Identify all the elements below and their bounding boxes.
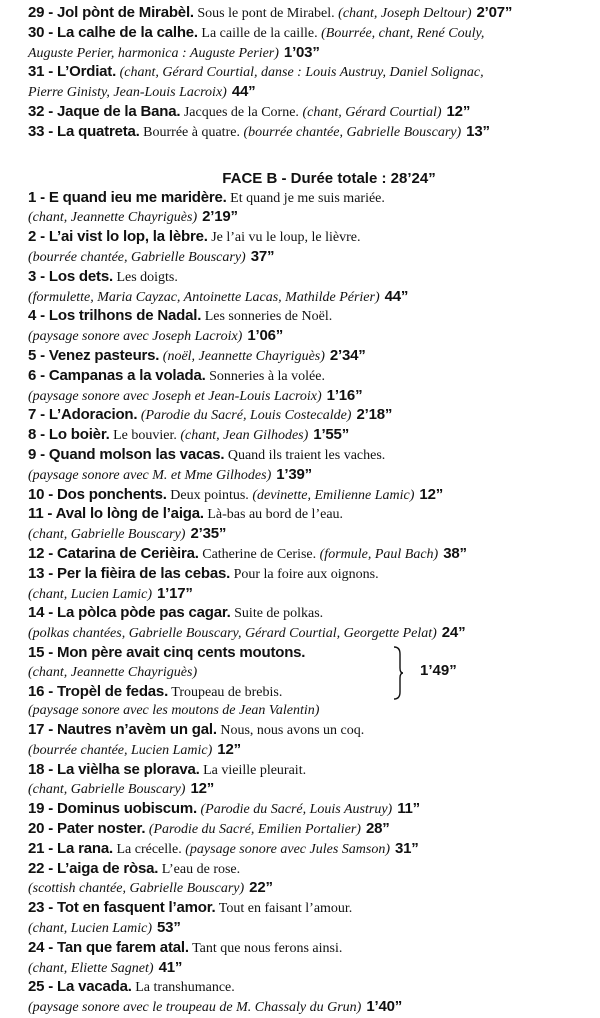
track-title: L’Ordiat.: [57, 63, 117, 81]
track-credit: (paysage sonore avec Jules Samson): [185, 841, 391, 857]
track-number: 31: [28, 63, 45, 81]
track-entry: 14 - La pòlca pòde pas cagar. Suite de polkas. (polkas chantées, Gabrielle Bouscary, Gérard Courtial, Georgette Pelat) 24”: [28, 604, 466, 642]
track-title: La quatreta.: [57, 122, 140, 140]
track-duration: 12”: [446, 102, 471, 120]
track-credit: (paysage sonore avec Joseph Lacroix): [28, 329, 243, 345]
track-title: Los dets.: [48, 267, 113, 285]
track-number: 3: [28, 267, 37, 285]
track-title: La vièlha se plorava.: [57, 760, 200, 778]
track-credit: (chant, Jean Gilhodes): [180, 428, 309, 444]
track-entry: 21 - La rana. La crécelle. (paysage sonore avec Jules Samson) 31”: [28, 839, 419, 857]
track-credit: (chant, Lucien Lamic): [28, 921, 153, 937]
track-duration: 28”: [365, 820, 390, 838]
track-number: 23: [28, 899, 45, 917]
track-translation: Nous, nous avons un coq.: [220, 723, 365, 739]
track-duration: 2’19”: [202, 208, 238, 226]
track-translation: Catherine de Cerise.: [202, 546, 317, 562]
track-title: Dos ponchents.: [57, 485, 167, 503]
track-translation: Là-bas au bord de l’eau.: [207, 507, 344, 523]
track-entry: 20 - Pater noster. (Parodie du Sacré, Emilien Portalier) 28”: [28, 820, 390, 838]
track-entry: 6 - Campanas a la volada. Sonneries à la volée. (paysage sonore avec Joseph et Jean-Louis Lacroix) 1’16”: [28, 366, 363, 404]
track-duration: 2’18”: [356, 406, 393, 424]
face-b-list-continued: [28, 721, 590, 1018]
track-title: L’aiga de ròsa.: [57, 859, 159, 877]
track-number: 9: [28, 445, 37, 463]
track-credit: (chant, Gérard Courtial): [302, 104, 442, 120]
track-title: Los trilhons de Nadal.: [48, 307, 202, 325]
face-a-tail: [28, 4, 590, 143]
face-b-heading: FACE B - Durée totale : 28’24”: [222, 169, 436, 187]
track-credit: (paysage sonore avec les moutons de Jean Valentin): [28, 703, 320, 719]
track-entry: 5 - Venez pasteurs. (noël, Jeannette Chayriguès) 2’34”: [28, 346, 366, 364]
track-credit: (Parodie du Sacré, Louis Costecalde): [140, 408, 352, 424]
track-duration: 53”: [157, 919, 181, 937]
track-entry: 12 - Catarina de Cerièira. Catherine de Cerise. (formule, Paul Bach) 38”: [28, 544, 467, 562]
track-credit: (chant, Lucien Lamic): [28, 586, 153, 602]
track-duration: 38”: [443, 544, 467, 562]
track-title: La calhe de la calhe.: [57, 23, 198, 41]
track-translation: Les sonneries de Noël.: [204, 309, 333, 325]
track-credit-continued: Auguste Perier, harmonica : Auguste Perier): [28, 45, 279, 61]
track-duration: 11”: [397, 800, 420, 818]
track-translation: Sonneries à la volée.: [209, 368, 325, 384]
track-title: E quand ieu me maridère.: [48, 188, 227, 206]
track-number: 22: [28, 859, 45, 877]
track-number: 32: [28, 102, 45, 120]
track-entry: 9 - Quand molson las vacas. Quand ils traient les vaches. (paysage sonore avec M. et Mme Gilhodes) 1’39”: [28, 445, 386, 483]
track-translation: Et quand je me suis mariée.: [230, 190, 385, 206]
track-duration: 44”: [384, 287, 409, 305]
track-entry: 16 - Tropèl de fedas. Troupeau de brebis. (paysage sonore avec les moutons de Jean Valentin): [28, 682, 320, 719]
track-duration: 1’40”: [366, 998, 403, 1016]
track-number: 16: [28, 682, 45, 700]
track-title: Per la fièira de las cebas.: [57, 564, 231, 582]
track-translation: La transhumance.: [135, 980, 235, 996]
track-title: Nautres n’avèm un gal.: [57, 721, 217, 739]
track-number: 13: [28, 564, 45, 582]
track-duration: 24”: [441, 624, 466, 642]
track-credit: (paysage sonore avec le troupeau de M. Chassaly du Grun): [28, 1000, 362, 1016]
track-credit: (chant, Gabrielle Bouscary): [28, 782, 186, 798]
track-translation: Sous le pont de Mirabel.: [197, 6, 335, 21]
track-title: Lo boièr.: [48, 426, 110, 444]
track-translation: Bourrée à quatre.: [143, 124, 240, 140]
track-title: La rana.: [57, 839, 113, 857]
track-entry: 1 - E quand ieu me maridère. Et quand je me suis mariée. (chant, Jeannette Chayriguès) 2’19”: [28, 188, 385, 226]
track-number: 5: [28, 346, 37, 364]
track-entry: 29 - Jol pònt de Mirabèl. Sous le pont de Mirabel. (chant, Joseph Deltour) 2’07”: [28, 4, 513, 21]
track-duration: 44”: [231, 83, 256, 101]
track-number: 2: [28, 228, 37, 246]
track-entry: 10 - Dos ponchents. Deux pointus. (devinette, Emilienne Lamic) 12”: [28, 485, 444, 503]
track-number: 10: [28, 485, 45, 503]
track-credit: (chant, Gabrielle Bouscary): [28, 527, 186, 543]
track-title: Campanas a la volada.: [48, 366, 206, 384]
track-number: 29: [28, 4, 45, 21]
track-credit: (Parodie du Sacré, Emilien Portalier): [148, 822, 361, 838]
group-brace: [392, 646, 404, 700]
track-credit: (bourrée chantée, Lucien Lamic): [28, 742, 213, 758]
track-duration: 1’16”: [326, 386, 363, 404]
track-number: 25: [28, 978, 45, 996]
track-credit: (formule, Paul Bach): [319, 546, 439, 562]
track-entry: 22 - L’aiga de ròsa. L’eau de rose. (scottish chantée, Gabrielle Bouscary) 22”: [28, 859, 273, 897]
track-duration: 2’07”: [476, 4, 513, 21]
track-title: Tot en fasquent l’amor.: [57, 899, 216, 917]
track-title: Catarina de Cerièira.: [57, 544, 199, 562]
track-entry: 19 - Dominus uobiscum. (Parodie du Sacré, Louis Austruy) 11”: [28, 800, 420, 818]
track-number: 6: [28, 366, 37, 384]
track-duration: 31”: [395, 839, 419, 857]
track-credit: (noël, Jeannette Chayriguès): [162, 348, 325, 364]
track-translation: Le bouvier.: [113, 428, 177, 444]
track-number: 17: [28, 721, 45, 739]
track-credit: (chant, Jeannette Chayriguès): [28, 664, 198, 680]
track-entry: 11 - Aval lo lòng de l’aiga. Là-bas au bord de l’eau. (chant, Gabrielle Bouscary) 2’35”: [28, 505, 344, 543]
track-number: 20: [28, 820, 45, 838]
track-translation: Troupeau de brebis.: [171, 684, 283, 700]
track-duration: 1’39”: [276, 465, 312, 483]
track-credit: (bourrée chantée, Gabrielle Bouscary): [28, 249, 246, 265]
track-translation: Quand ils traient les vaches.: [227, 447, 386, 463]
track-duration: 1’03”: [283, 43, 320, 61]
track-title: Tan que farem atal.: [57, 938, 189, 956]
track-translation: Jacques de la Corne.: [183, 104, 299, 120]
track-entry: 7 - L’Adoracion. (Parodie du Sacré, Louis Costecalde) 2’18”: [28, 406, 393, 424]
track-entry: 30 - La calhe de la calhe. La caille de la caille. (Bourrée, chant, René Couly, Auguste Perier, harmonica : Auguste Perier) 1’03”: [28, 23, 485, 61]
track-number: 7: [28, 406, 37, 424]
track-number: 15: [28, 643, 45, 661]
track-entry: 32 - Jaque de la Bana. Jacques de la Corne. (chant, Gérard Courtial) 12”: [28, 102, 471, 120]
track-credit: (chant, Eliette Sagnet): [28, 960, 154, 976]
track-entry: 31 - L’Ordiat. (chant, Gérard Courtial, danse : Louis Austruy, Daniel Solignac, Pierre Ginisty, Jean-Louis Lacroix) 44”: [28, 63, 484, 101]
track-duration: 41”: [158, 958, 183, 976]
track-title: Jaque de la Bana.: [57, 102, 181, 120]
track-duration: 22”: [249, 879, 273, 897]
track-credit: (scottish chantée, Gabrielle Bouscary): [28, 881, 245, 897]
track-title: Jol pònt de Mirabèl.: [57, 4, 194, 21]
track-number: 1: [28, 188, 37, 206]
track-translation: Suite de polkas.: [234, 606, 324, 622]
track-entry: 13 - Per la fièira de las cebas. Pour la foire aux oignons. (chant, Lucien Lamic) 1’17”: [28, 564, 379, 602]
track-entry: 4 - Los trilhons de Nadal. Les sonneries de Noël. (paysage sonore avec Joseph Lacroix) 1’06”: [28, 307, 333, 345]
track-credit: (polkas chantées, Gabrielle Bouscary, Gérard Courtial, Georgette Pelat): [28, 626, 437, 642]
track-number: 14: [28, 604, 45, 622]
track-credit: (chant, Jeannette Chayriguès): [28, 210, 198, 226]
track-group: [28, 644, 590, 721]
track-title: Pater noster.: [57, 820, 146, 838]
track-entry: 3 - Los dets. Les doigts. (formulette, Maria Cayzac, Antoinette Lacas, Mathilde Périer) 44”: [28, 267, 409, 305]
track-credit-continued: Pierre Ginisty, Jean-Louis Lacroix): [28, 85, 227, 101]
track-credit: (devinette, Emilienne Lamic): [252, 487, 415, 503]
track-entry: 2 - L’ai vist lo lop, la lèbre. Je l’ai vu le loup, le lièvre. (bourrée chantée, Gabrielle Bouscary) 37”: [28, 228, 361, 265]
track-duration: 12”: [190, 780, 215, 798]
track-number: 30: [28, 23, 45, 41]
track-number: 21: [28, 839, 45, 857]
track-duration: 2’35”: [190, 525, 227, 543]
track-duration: 1’06”: [247, 327, 284, 345]
track-title: Dominus uobiscum.: [57, 800, 197, 818]
group-duration: 1’49”: [420, 661, 457, 679]
track-duration: 1’17”: [157, 584, 193, 602]
track-translation: La vieille pleurait.: [203, 762, 307, 778]
track-title: Tropèl de fedas.: [57, 682, 169, 700]
track-duration: 2’34”: [329, 346, 366, 364]
track-number: 33: [28, 122, 45, 140]
track-number: 8: [28, 426, 37, 444]
track-title: L’Adoracion.: [48, 406, 138, 424]
track-credit: (bourrée chantée, Gabrielle Bouscary): [243, 124, 462, 140]
track-number: 4: [28, 307, 37, 325]
track-title: L’ai vist lo lop, la lèbre.: [48, 228, 208, 246]
track-credit: (Bourrée, chant, René Couly,: [321, 25, 485, 41]
track-number: 11: [28, 505, 44, 523]
track-translation: La caille de la caille.: [201, 25, 318, 41]
track-entry: 33 - La quatreta. Bourrée à quatre. (bourrée chantée, Gabrielle Bouscary) 13”: [28, 122, 490, 140]
track-number: 12: [28, 544, 45, 562]
track-duration: 12”: [217, 740, 241, 758]
track-title: La pòlca pòde pas cagar.: [57, 604, 231, 622]
face-b-list: [28, 189, 590, 644]
track-number: 18: [28, 760, 45, 778]
track-duration: 12”: [419, 485, 444, 503]
track-duration: 1’55”: [313, 426, 349, 444]
track-translation: L’eau de rose.: [161, 861, 241, 877]
track-entry: 17 - Nautres n’avèm un gal. Nous, nous avons un coq. (bourrée chantée, Lucien Lamic) 12”: [28, 721, 365, 758]
track-entry: 25 - La vacada. La transhumance. (paysage sonore avec le troupeau de M. Chassaly du Grun) 1’40”: [28, 978, 403, 1016]
track-credit: (paysage sonore avec Joseph et Jean-Louis Lacroix): [28, 388, 322, 404]
track-credit: (Parodie du Sacré, Louis Austruy): [200, 802, 393, 818]
track-duration: 13”: [466, 122, 490, 140]
track-translation: Tout en faisant l’amour.: [218, 901, 353, 917]
track-title: Quand molson las vacas.: [48, 445, 225, 463]
track-entry: 23 - Tot en fasquent l’amor. Tout en faisant l’amour. (chant, Lucien Lamic) 53”: [28, 899, 353, 937]
track-title: Venez pasteurs.: [48, 346, 160, 364]
track-title: Aval lo lòng de l’aiga.: [55, 505, 204, 523]
track-translation: Les doigts.: [116, 269, 178, 285]
track-title: La vacada.: [57, 978, 132, 996]
track-entry: 24 - Tan que farem atal. Tant que nous ferons ainsi. (chant, Eliette Sagnet) 41”: [28, 938, 343, 976]
track-translation: La crécelle.: [116, 841, 182, 857]
track-duration: 37”: [250, 247, 275, 265]
track-number: 19: [28, 800, 45, 818]
track-number: 24: [28, 938, 45, 956]
track-title: Mon père avait cinq cents moutons.: [57, 643, 306, 661]
track-translation: Deux pointus.: [170, 487, 249, 503]
track-credit: (chant, Gérard Courtial, danse : Louis Austruy, Daniel Solignac,: [119, 65, 484, 81]
track-entry: 18 - La vièlha se plorava. La vieille pleurait. (chant, Gabrielle Bouscary) 12”: [28, 760, 307, 798]
track-credit: (chant, Joseph Deltour): [338, 6, 472, 21]
track-translation: Tant que nous ferons ainsi.: [192, 940, 343, 956]
track-entry: 8 - Lo boièr. Le bouvier. (chant, Jean Gilhodes) 1’55”: [28, 426, 349, 444]
track-credit: (paysage sonore avec M. et Mme Gilhodes): [28, 467, 272, 483]
track-entry: 15 - Mon père avait cinq cents moutons. (chant, Jeannette Chayriguès): [28, 643, 306, 680]
track-translation: Pour la foire aux oignons.: [233, 566, 379, 582]
track-translation: Je l’ai vu le loup, le lièvre.: [211, 230, 361, 246]
track-credit: (formulette, Maria Cayzac, Antoinette Lacas, Mathilde Périer): [28, 289, 380, 305]
